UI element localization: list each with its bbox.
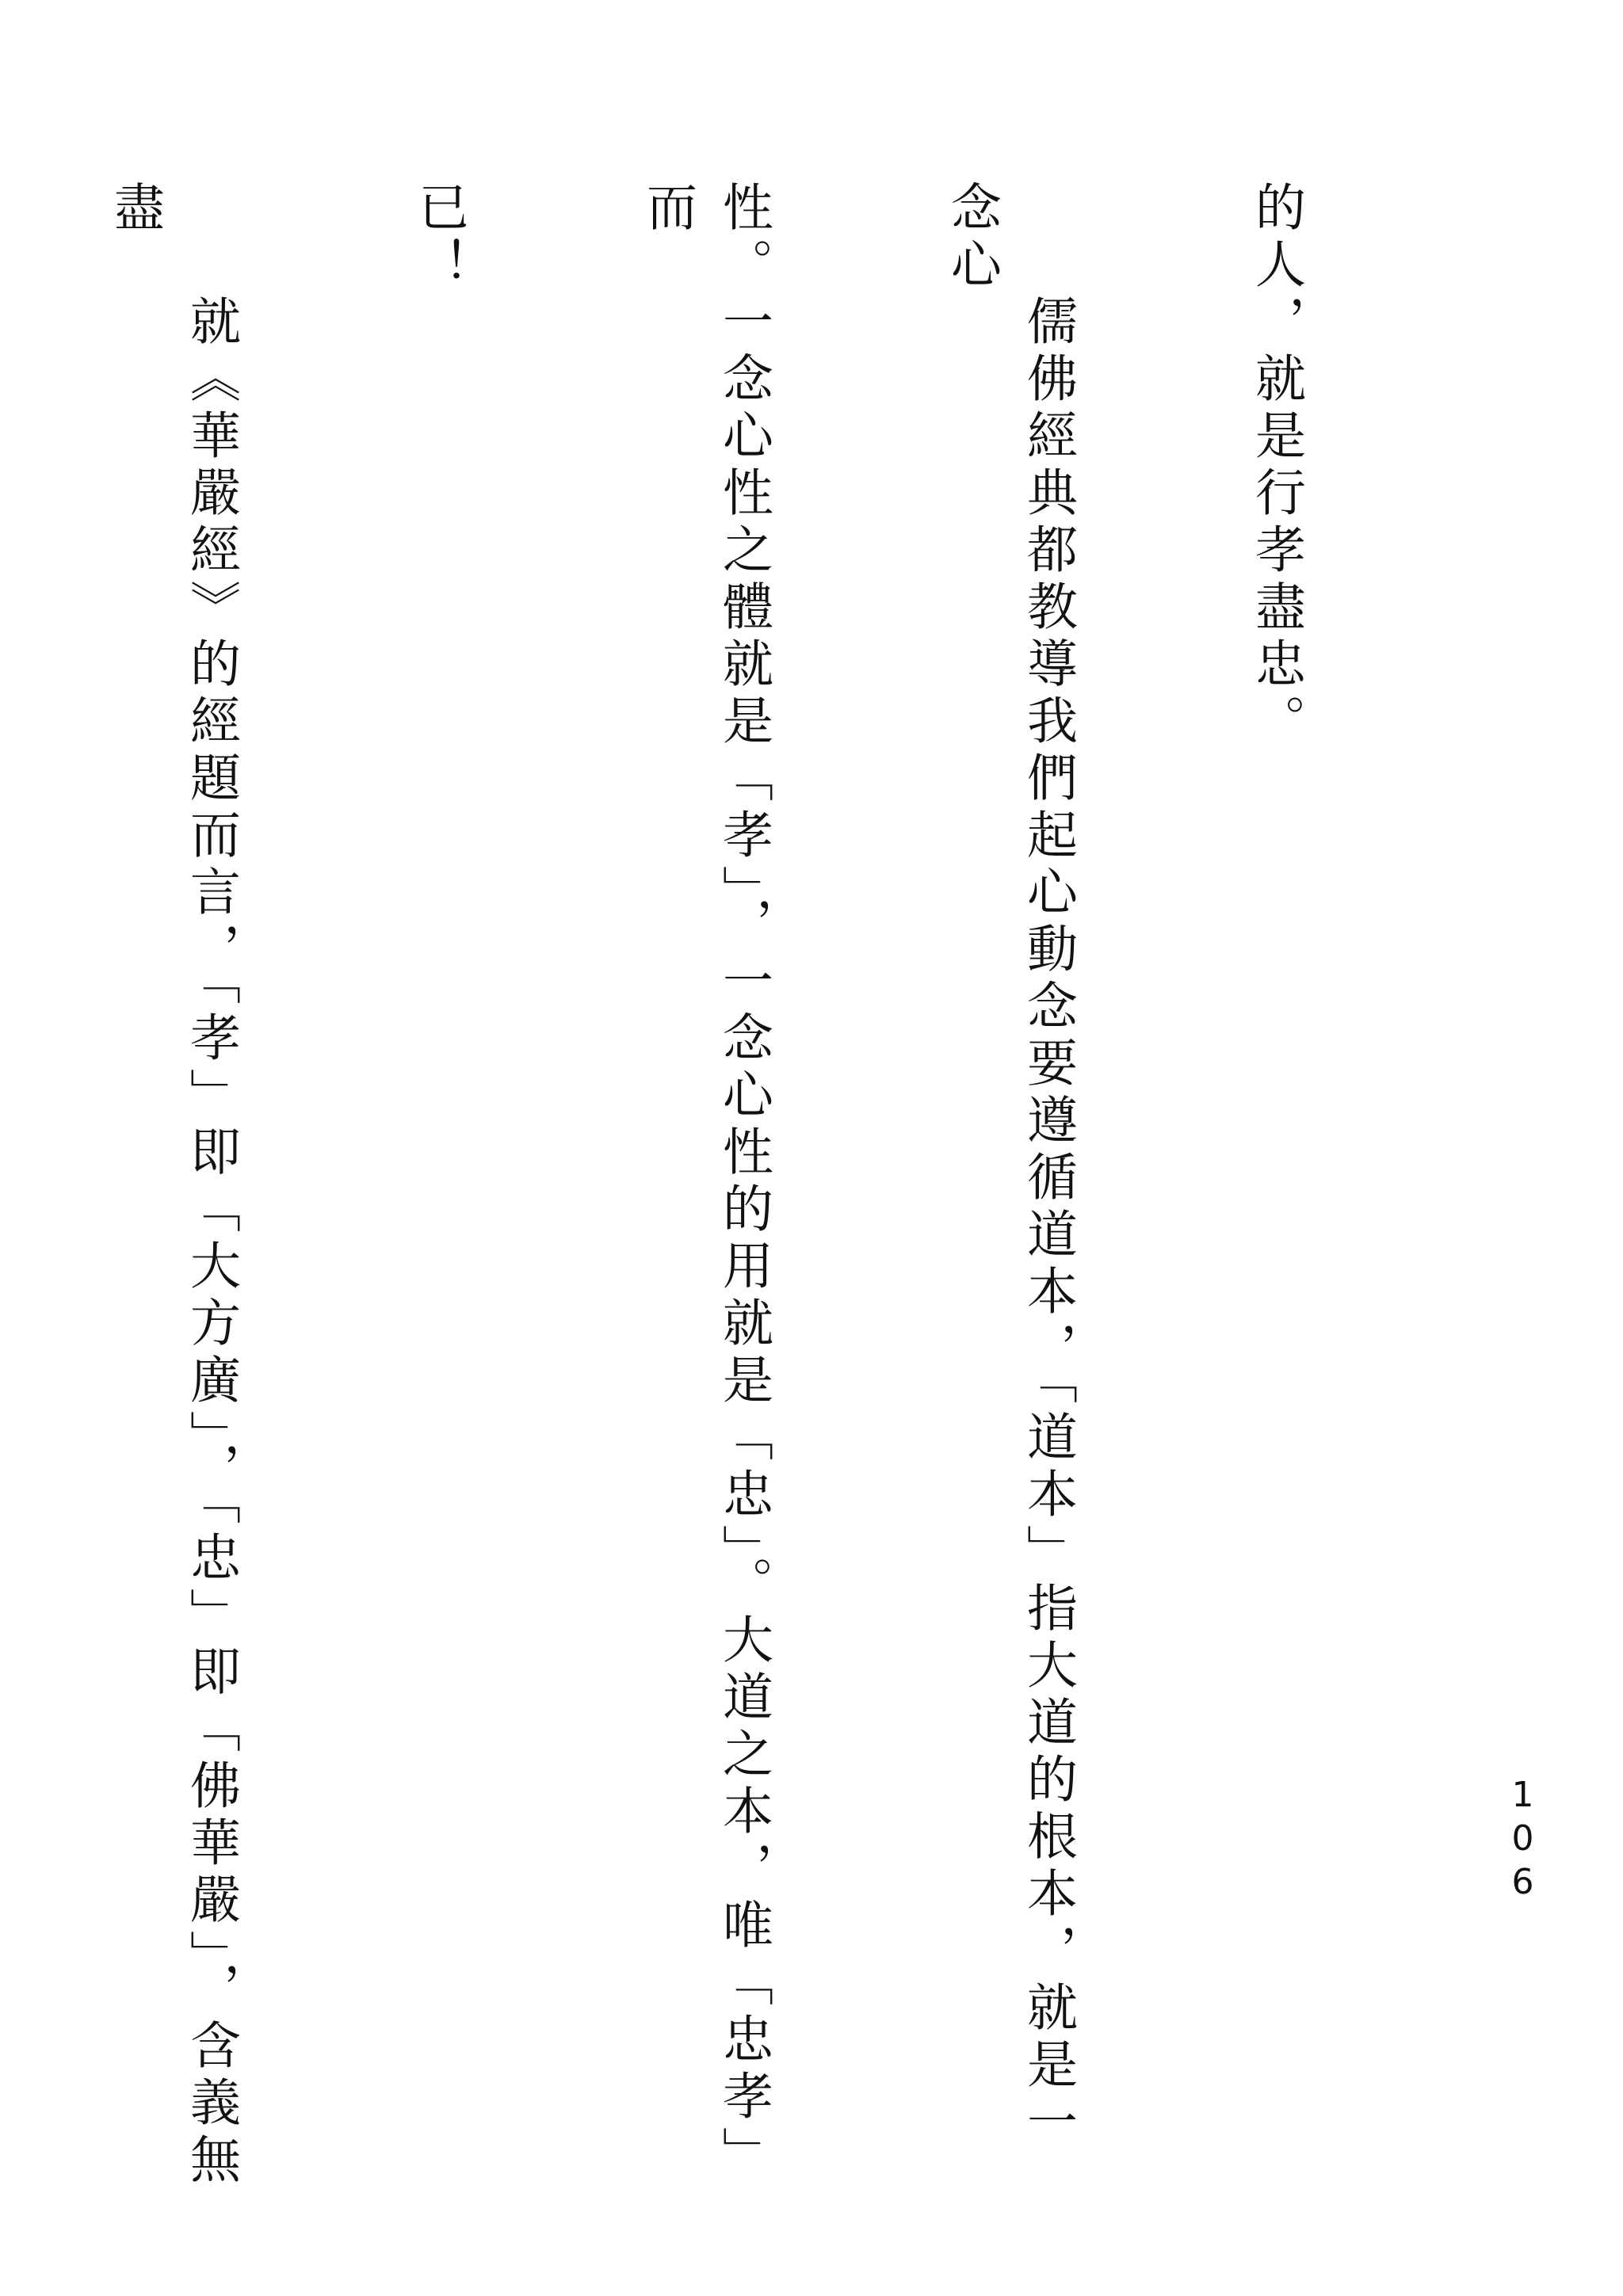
- text-line: 就《華嚴經》的經題而言，「孝」即「大方廣」，「忠」即「佛華嚴」，含義無盡: [105, 181, 240, 2190]
- text-line: 已！: [410, 181, 468, 295]
- vertical-text-body: [0, 181, 1466, 2193]
- text-line: 儒佛經典都教導我們起心動念要遵循道本，「道本」指大道的根本，就是一念心: [942, 181, 1077, 2152]
- page-number: 106: [1503, 1775, 1543, 1905]
- text-line: 性。一念心性之體就是「孝」，一念心性的用就是「忠」。大道之本，唯「忠孝」而: [638, 181, 773, 2183]
- text-line: 的人，就是行孝盡忠。: [1247, 181, 1305, 751]
